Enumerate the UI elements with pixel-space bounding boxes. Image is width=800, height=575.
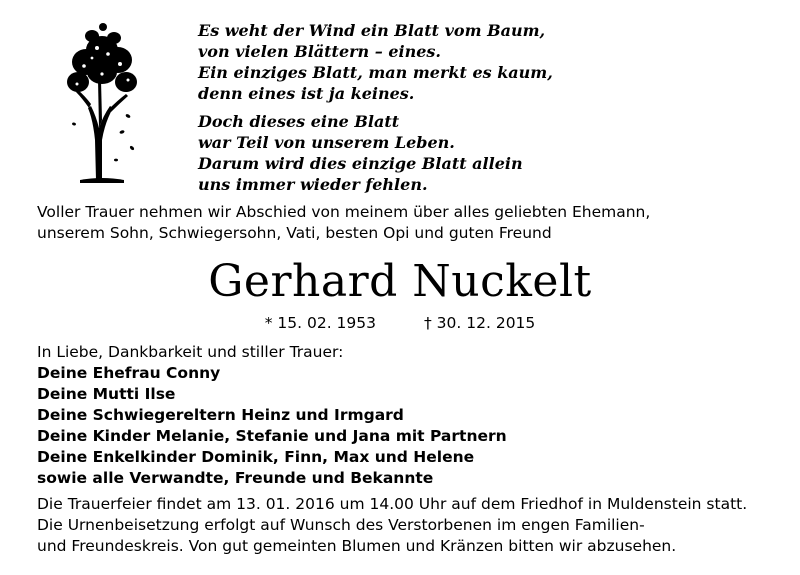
poem-line: Darum wird dies einzige Blatt allein — [198, 154, 523, 173]
poem-line: Es weht der Wind ein Blatt vom Baum, — [198, 21, 546, 40]
poem-line: uns immer wieder fehlen. — [198, 175, 428, 194]
mourner-line: Deine Ehefrau Conny — [37, 364, 221, 382]
intro-line: unserem Sohn, Schwiegersohn, Vati, besten Opi und guten Freund — [37, 224, 552, 242]
notice-line: und Freundeskreis. Von gut gemeinten Blumen und Kränzen bitten wir abzusehen. — [37, 537, 677, 555]
notice-line: Die Urnenbeisetzung erfolgt auf Wunsch des Verstorbenen im engen Familien- — [37, 516, 645, 534]
mourners-intro: In Liebe, Dankbarkeit und stiller Trauer: — [37, 343, 344, 361]
poem — [198, 20, 758, 202]
mourner-line: sowie alle Verwandte, Freunde und Bekannte — [37, 469, 434, 487]
poem-line: Doch dieses eine Blatt — [198, 112, 400, 131]
poem-stanza-2 — [198, 111, 758, 195]
mourner-line: Deine Enkelkinder Dominik, Finn, Max und Helene — [37, 448, 475, 466]
notice-line: Die Trauerfeier findet am 13. 01. 2016 um 14.00 Uhr auf dem Friedhof in Muldenstein statt. — [37, 495, 748, 513]
deceased-name: Gerhard Nuckelt — [208, 256, 592, 307]
mourner-line: Deine Kinder Melanie, Stefanie und Jana mit Partnern — [37, 427, 507, 445]
mourner-line: Deine Schwiegereltern Heinz und Irmgard — [37, 406, 404, 424]
life-dates — [0, 313, 800, 333]
death-date: † 30. 12. 2015 — [424, 314, 536, 332]
intro-line: Voller Trauer nehmen wir Abschied von meinem über alles geliebten Ehemann, — [37, 203, 651, 221]
birth-date: * 15. 02. 1953 — [264, 314, 376, 332]
poem-line: Ein einziges Blatt, man merkt es kaum, — [198, 63, 553, 82]
intro-text — [37, 202, 777, 244]
funeral-notice — [37, 494, 787, 557]
poem-line: denn eines ist ja keines. — [198, 84, 415, 103]
mourners — [37, 342, 777, 489]
poem-line: war Teil von unserem Leben. — [198, 133, 455, 152]
poem-line: von vielen Blättern – eines. — [198, 42, 441, 61]
tree-icon — [62, 20, 142, 185]
poem-stanza-1 — [198, 20, 758, 104]
mourner-line: Deine Mutti Ilse — [37, 385, 176, 403]
